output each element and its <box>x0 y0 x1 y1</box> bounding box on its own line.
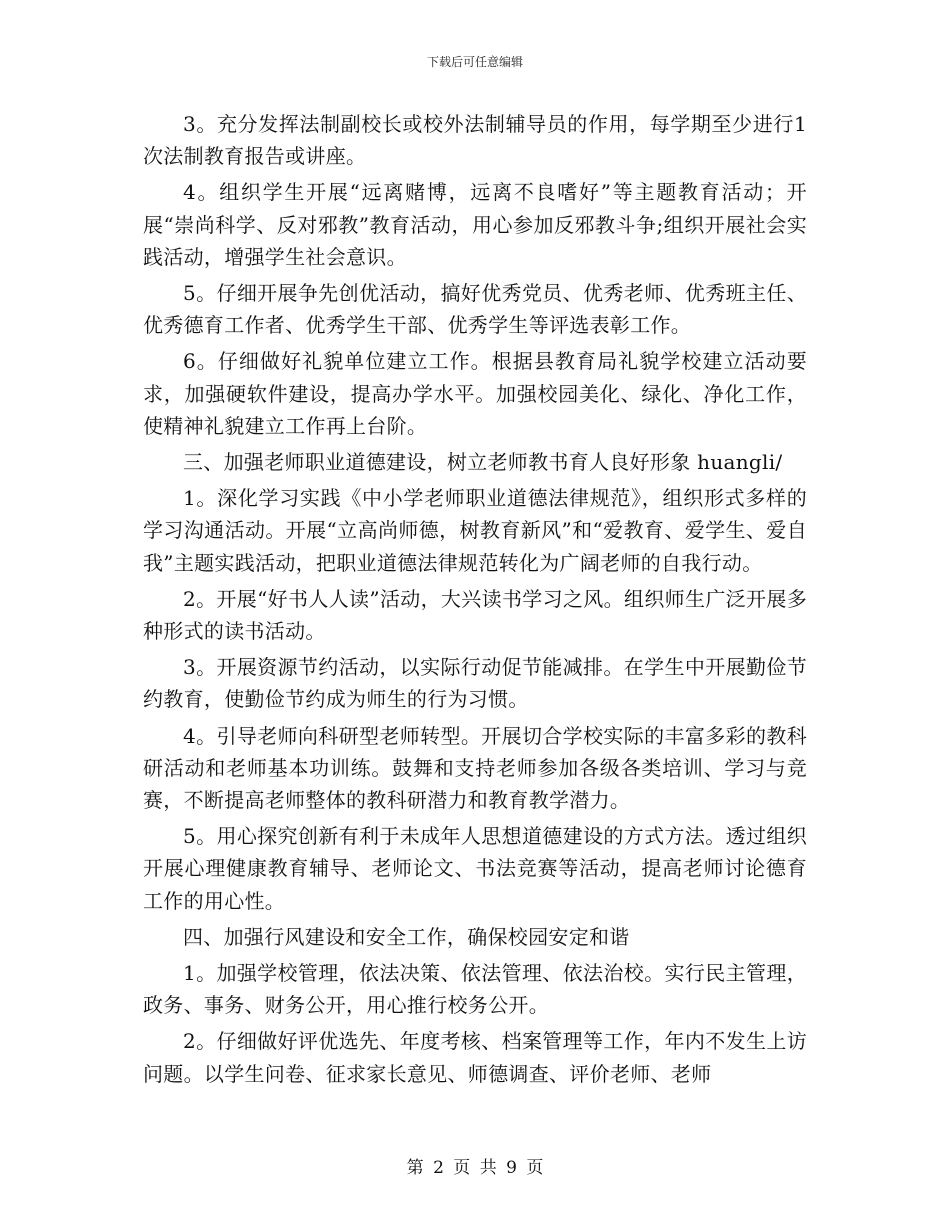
paragraph: 1。深化学习实践《中小学老师职业道德法律规范》，组织形式多样的学习沟通活动。开展“立高尚师德，树教育新风”和“爱教育、爱学生、爱自我”主题实践活动，把职业道德法律规范转化为广阔老师的自我行动。 <box>143 486 807 575</box>
paragraph: 4。组织学生开展“远离赌博，远离不良嗜好”等主题教育活动；开展“崇尚科学、反对邪教”教育活动，用心参加反邪教斗争;组织开展社会实践活动，增强学生社会意识。 <box>143 180 807 269</box>
paragraph: 2。仔细做好评优选先、年度考核、档案管理等工作，年内不发生上访问题。以学生问卷、征求家长意见、师德调查、评价老师、老师 <box>143 1029 807 1086</box>
page-header: 下载后可任意编辑 <box>426 55 523 69</box>
paragraph: 6。仔细做好礼貌单位建立工作。根据县教育局礼貌学校建立活动要求，加强硬软件建设，提高办学水平。加强校园美化、绿化、净化工作，使精神礼貌建立工作再上台阶。 <box>143 349 807 438</box>
paragraph: 3。充分发挥法制副校长或校外法制辅导员的作用，每学期至少进行1次法制教育报告或讲座。 <box>143 112 807 169</box>
paragraph: 3。开展资源节约活动，以实际行动促节能减排。在学生中开展勤俭节约教育，使勤俭节约成为师生的行为习惯。 <box>143 655 807 712</box>
paragraph: 1。加强学校管理，依法决策、依法管理、依法治校。实行民主管理，政务、事务、财务公开，用心推行校务公开。 <box>143 961 807 1018</box>
section-heading: 三、加强老师职业道德建设，树立老师教书育人良好形象 huangli/ <box>183 450 783 475</box>
paragraph: 4。引导老师向科研型老师转型。开展切合学校实际的丰富多彩的教科研活动和老师基本功训练。鼓舞和支持老师参加各级各类培训、学习与竞赛，不断提高老师整体的教科研潜力和教育教学潜力。 <box>143 723 807 813</box>
paragraph: 5。用心探究创新有利于未成年人思想道德建设的方式方法。透过组织开展心理健康教育辅导、老师论文、书法竞赛等活动，提高老师讨论德育工作的用心性。 <box>143 824 807 913</box>
paragraph: 5。仔细开展争先创优活动，搞好优秀党员、优秀老师、优秀班主任、优秀德育工作者、优秀学生干部、优秀学生等评选表彰工作。 <box>143 281 807 338</box>
section-heading: 四、加强行风建设和安全工作，确保校园安定和谐 <box>183 924 630 949</box>
paragraph: 2。开展“好书人人读”活动，大兴读书学习之风。组织师生广泛开展多种形式的读书活动。 <box>143 586 807 644</box>
page-number: 第 2 页 共 9 页 <box>406 1158 544 1178</box>
document-body <box>143 108 807 1094</box>
